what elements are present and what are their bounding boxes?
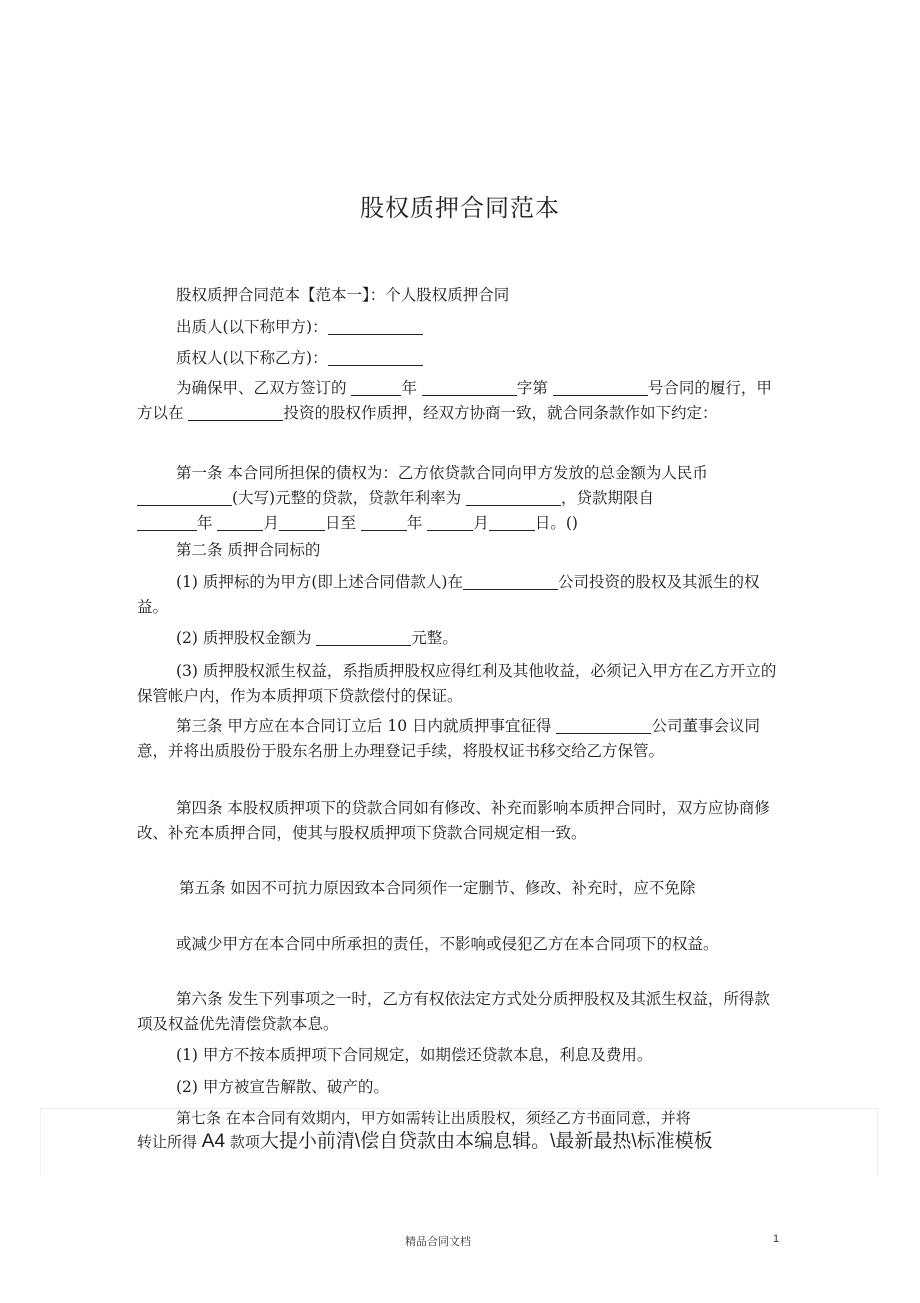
- article-text: 第一条 本合同所担保的债权为：乙方依贷款合同向甲方发放的总金额为人民币: [176, 464, 708, 482]
- pledgor-blank: [328, 318, 423, 335]
- article-text: 第三条 甲方应在本合同订立后 10 日内就质押事宜征得: [176, 717, 557, 735]
- article-3: [137, 714, 777, 764]
- pledgee-line: [137, 346, 777, 371]
- blank: [361, 514, 407, 531]
- item-text: 元整。: [411, 629, 458, 647]
- article-6-item-1: (1) 甲方不按本质押项下合同规定，如期偿还贷款本息，利息及费用。: [176, 1046, 653, 1064]
- article-text: 转让所得: [137, 1133, 198, 1151]
- article-text: 日至: [324, 514, 361, 532]
- article-2-item-1: [137, 570, 777, 620]
- pledgee-label: 质权人(以下称乙方)：: [176, 349, 328, 367]
- article-4: 第四条 本股权质押项下的贷款合同如有修改、补充而影响本质押合同时，双方应协商修改、补充本质押合同，使其与股权质押项下贷款合同规定相一致。: [137, 799, 770, 842]
- blank: [556, 717, 651, 734]
- page-number: 1: [773, 1233, 780, 1245]
- article-7-line-1: 第七条 在本合同有效期内，甲方如需转让出质股权，须经乙方书面同意，并将: [176, 1109, 691, 1127]
- preamble-paragraph: [137, 376, 777, 426]
- pledgor-label: 出质人(以下称甲方)：: [176, 318, 328, 336]
- blank: [137, 489, 232, 506]
- article-text: 年: [197, 514, 218, 532]
- blank: [217, 514, 263, 531]
- subtitle: 股权质押合同范本【范本一】：个人股权质押合同: [176, 286, 510, 304]
- article-text: 年: [406, 514, 428, 532]
- article-text: A4: [201, 1131, 226, 1152]
- blank: [188, 404, 283, 421]
- article-5-line-1: 第五条 如因不可抗力原因致本合同须作一定删节、修改、补充时，应不免除: [179, 879, 696, 897]
- blank: [422, 379, 517, 396]
- article-7: [137, 1106, 777, 1154]
- article-text: 月: [473, 514, 489, 532]
- article-7-line-2: [137, 1130, 777, 1154]
- article-text: 公司董事会议同意，并将出质股份于股东名册上办理登记手续，将股权证书移交给乙方保管。: [137, 717, 760, 760]
- article-text: (大写)元整的贷款，贷款年利率为: [232, 489, 467, 507]
- blank: [466, 489, 561, 506]
- blank: [427, 514, 473, 531]
- article-text: ，贷款期限自: [561, 489, 655, 507]
- article-2-heading: 第二条 质押合同标的: [176, 541, 321, 559]
- preamble-text: 投资的股权作质押，经双方协商一致，就合同条款作如下约定：: [283, 404, 718, 422]
- pledgee-blank: [328, 349, 423, 366]
- item-text: (2) 质押股权金额为: [176, 629, 317, 647]
- article-1: [137, 461, 777, 536]
- pledgor-line: [137, 315, 777, 340]
- article-text: 月: [263, 514, 279, 532]
- blank: [553, 379, 648, 396]
- item-text: 公司投资的股权及其派生的权益。: [137, 573, 760, 616]
- article-text: 款项: [225, 1133, 260, 1151]
- blank: [137, 514, 197, 531]
- blank: [316, 629, 411, 646]
- preamble-text: 字第: [516, 379, 553, 397]
- preamble-text: 年: [401, 379, 422, 397]
- article-5-line-2: 或减少甲方在本合同中所承担的责任，不影响或侵犯乙方在本合同项下的权益。: [176, 935, 719, 953]
- preamble-text: 为确保甲、乙双方签订的: [176, 379, 352, 397]
- article-2-item-3: (3) 质押股权派生权益，系指质押股权应得红利及其他收益，必须记入甲方在乙方开立的保管帐户内，作为本质押项下贷款偿付的保证。: [137, 662, 777, 705]
- blank: [351, 379, 401, 396]
- blank: [489, 514, 535, 531]
- document-title: 股权质押合同范本: [360, 194, 560, 222]
- article-text: 大提小前清\偿自贷款由本编息辑。\最新最热\标准模板: [259, 1131, 713, 1152]
- item-text: (1) 质押标的为甲方(即上述合同借款人)在: [176, 573, 463, 591]
- article-6: 第六条 发生下列事项之一时，乙方有权依法定方式处分质押股权及其派生权益，所得款项及权益优先清偿贷款本息。: [137, 990, 770, 1033]
- footer-label: 精品合同文档: [405, 1235, 471, 1248]
- preamble-text: 号合同的履行，甲方以在: [137, 379, 772, 422]
- blank: [279, 514, 325, 531]
- article-6-item-2: (2) 甲方被宣告解散、破产的。: [176, 1078, 389, 1096]
- blank: [463, 573, 558, 590]
- article-text: 日。(): [534, 514, 578, 532]
- article-2-item-2: [137, 626, 777, 651]
